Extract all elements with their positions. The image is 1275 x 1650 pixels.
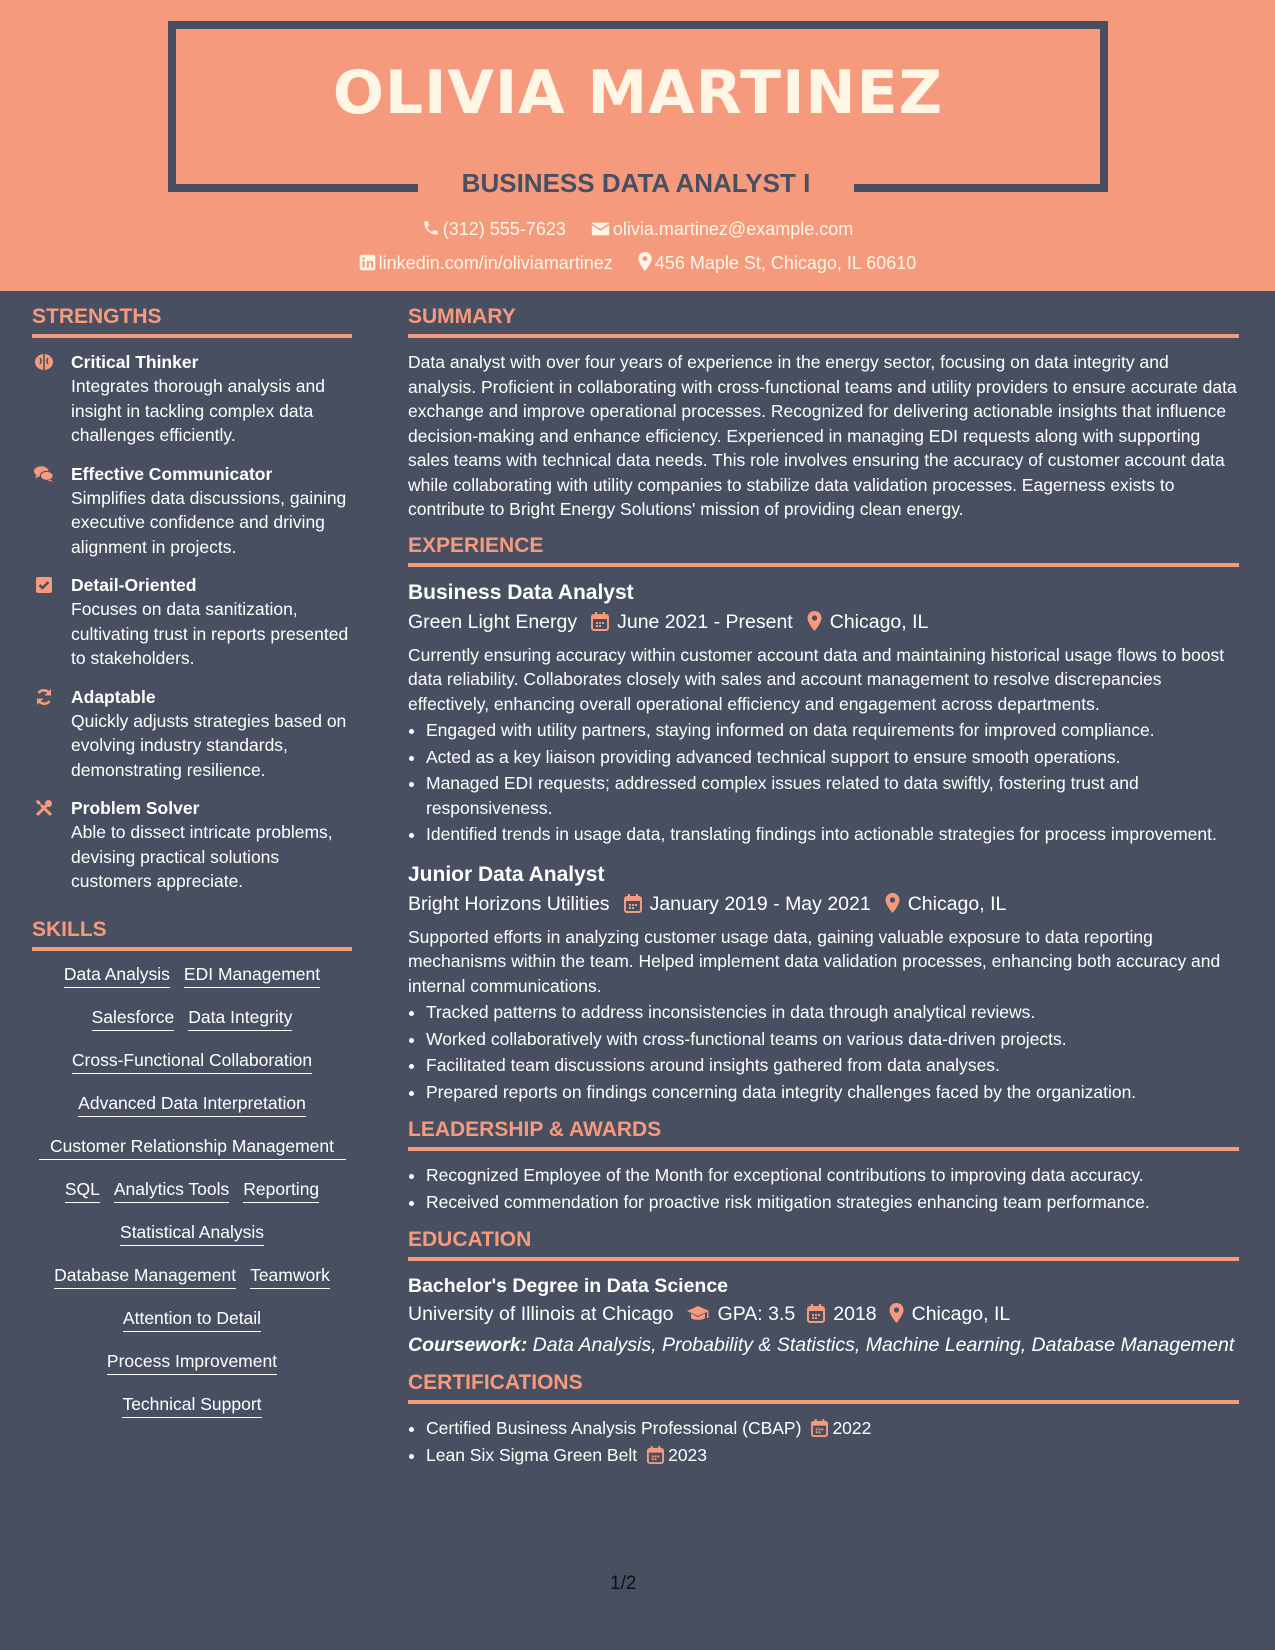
leadership-heading: LEADERSHIP & AWARDS bbox=[408, 1118, 1239, 1151]
certifications-list bbox=[408, 1416, 1239, 1467]
coursework-text: Data Analysis, Probability & Statistics, Machine Learning, Database Management bbox=[532, 1334, 1235, 1356]
envelope-icon bbox=[591, 221, 610, 237]
job-meta bbox=[408, 889, 1239, 919]
contact-row-2 bbox=[0, 252, 1275, 274]
job-title-heading: BUSINESS DATA ANALYST I bbox=[461, 168, 811, 198]
address-contact bbox=[638, 252, 917, 274]
job-company: Bright Horizons Utilities bbox=[408, 892, 610, 915]
skill-tag: Database Management bbox=[54, 1264, 236, 1289]
phone-icon bbox=[422, 219, 440, 237]
job-bullet: • Managed EDI requests; addressed complex issues related to data swiftly, fostering trust and responsiveness. bbox=[426, 771, 1239, 820]
skill-tag: EDI Management bbox=[184, 963, 320, 988]
summary-heading: SUMMARY bbox=[408, 305, 1239, 338]
job-bullets bbox=[408, 1000, 1239, 1104]
school-name: University of Illinois at Chicago bbox=[408, 1303, 674, 1325]
cert-year: 2023 bbox=[668, 1444, 708, 1465]
job-dates: January 2019 - May 2021 bbox=[649, 892, 871, 915]
brain-icon bbox=[34, 352, 54, 372]
job-meta bbox=[408, 607, 1239, 637]
award-item: • Recognized Employee of the Month for exceptional contributions to improving data accuracy. bbox=[426, 1163, 1239, 1188]
header-banner bbox=[0, 0, 1275, 291]
linkedin-icon bbox=[359, 254, 376, 271]
contact-row-1 bbox=[0, 219, 1275, 240]
strength-item bbox=[32, 573, 352, 671]
job-bullet: • Identified trends in usage data, translating findings into actionable strategies for process improvement. bbox=[426, 822, 1239, 847]
map-marker-icon bbox=[807, 611, 822, 631]
phone-text: (312) 555-7623 bbox=[442, 219, 566, 239]
experience-heading: EXPERIENCE bbox=[408, 534, 1239, 567]
strength-desc: Integrates thorough analysis and insight in tackling complex data challenges efficiently. bbox=[71, 376, 325, 445]
strength-desc: Simplifies data discussions, gaining executive confidence and driving alignment in projects. bbox=[71, 487, 347, 557]
right-column bbox=[408, 305, 1239, 1469]
job-bullet: • Engaged with utility partners, staying informed on data requirements for improved compliance. bbox=[426, 718, 1239, 743]
graduation-cap-icon bbox=[686, 1305, 710, 1323]
calendar-icon bbox=[624, 894, 642, 913]
education-meta bbox=[408, 1299, 1239, 1329]
graduation-year: 2018 bbox=[833, 1303, 877, 1325]
gpa-text: GPA: 3.5 bbox=[717, 1303, 796, 1325]
job-bullet: • Facilitated team discussions around insights gathered from data analyses. bbox=[426, 1053, 1239, 1078]
check-square-icon bbox=[34, 575, 54, 595]
skill-tag: Analytics Tools bbox=[114, 1178, 229, 1203]
strength-desc: Quickly adjusts strategies based on evolving industry standards, demonstrating resilience. bbox=[71, 710, 347, 780]
map-marker-icon bbox=[638, 252, 652, 271]
skill-tag: Advanced Data Interpretation bbox=[78, 1092, 306, 1117]
job-company: Green Light Energy bbox=[408, 610, 578, 633]
coursework bbox=[408, 1333, 1239, 1357]
cert-name: Lean Six Sigma Green Belt bbox=[426, 1444, 638, 1465]
strength-desc: Focuses on data sanitization, cultivating trust in reports presented to stakeholders. bbox=[71, 599, 349, 668]
skill-tag: Customer Relationship Management bbox=[39, 1135, 346, 1160]
coursework-label: Coursework: bbox=[408, 1334, 528, 1356]
strength-title: Detail-Oriented bbox=[71, 575, 197, 595]
job-bullets bbox=[408, 718, 1239, 847]
page-number: 1/2 bbox=[610, 1573, 637, 1594]
cert-item bbox=[426, 1443, 1239, 1468]
leadership-list bbox=[408, 1163, 1239, 1214]
map-marker-icon bbox=[885, 893, 900, 913]
address-text: 456 Maple St, Chicago, IL 60610 bbox=[654, 253, 917, 273]
map-marker-icon bbox=[889, 1303, 904, 1323]
job-position: Business Data Analyst bbox=[408, 580, 634, 604]
skill-tag: Statistical Analysis bbox=[120, 1221, 264, 1246]
job-description: Currently ensuring accuracy within customer account data and maintaining historical usage flows to boost data reliability. Collaborates closely with sales and account management to resolve discrepancies effectively, enhancing overall operational efficiency and engagement across departments. bbox=[408, 644, 1225, 714]
job-location: Chicago, IL bbox=[907, 892, 1007, 915]
phone-contact bbox=[422, 219, 566, 240]
skill-tag: Attention to Detail bbox=[123, 1307, 261, 1332]
skill-tag: Technical Support bbox=[122, 1393, 261, 1418]
skill-tag: SQL bbox=[65, 1178, 100, 1203]
job-entry bbox=[408, 861, 1239, 1105]
calendar-icon bbox=[591, 612, 609, 631]
strengths-heading: STRENGTHS bbox=[32, 305, 352, 338]
strength-title: Effective Communicator bbox=[71, 463, 273, 484]
award-item: • Received commendation for proactive risk mitigation strategies enhancing team performance. bbox=[426, 1190, 1239, 1215]
certifications-heading: CERTIFICATIONS bbox=[408, 1371, 1239, 1404]
cert-item bbox=[426, 1416, 1239, 1441]
strength-desc: Able to dissect intricate problems, devising practical solutions customers appreciate. bbox=[71, 822, 333, 891]
job-description: Supported efforts in analyzing customer usage data, gaining valuable exposure to data reporting mechanisms within the team. Helped implement data validation processes, enhancing both accuracy and internal communications. bbox=[408, 926, 1221, 996]
strength-item bbox=[32, 350, 352, 448]
strength-title: Critical Thinker bbox=[71, 352, 199, 372]
school-location: Chicago, IL bbox=[911, 1303, 1011, 1325]
cert-name: Certified Business Analysis Professional (CBAP) bbox=[426, 1418, 802, 1438]
email-text: olivia.martinez@example.com bbox=[612, 219, 854, 239]
strength-title: Problem Solver bbox=[71, 798, 200, 818]
tools-icon bbox=[34, 798, 54, 818]
left-column bbox=[32, 305, 352, 1436]
skill-tag: Salesforce bbox=[92, 1006, 175, 1031]
job-bullet: • Tracked patterns to address inconsistencies in data through analytical reviews. bbox=[426, 1000, 1239, 1025]
degree-title: Bachelor's Degree in Data Science bbox=[408, 1275, 729, 1297]
skill-tag: Data Integrity bbox=[188, 1006, 292, 1031]
skill-tag: Teamwork bbox=[250, 1264, 330, 1289]
strength-item bbox=[32, 796, 352, 894]
email-contact[interactable] bbox=[591, 219, 853, 240]
education-heading: EDUCATION bbox=[408, 1228, 1239, 1261]
comments-icon bbox=[34, 464, 54, 484]
job-position: Junior Data Analyst bbox=[408, 862, 605, 886]
skills-list bbox=[32, 963, 352, 1418]
calendar-icon bbox=[647, 1446, 664, 1464]
skill-tag: Data Analysis bbox=[64, 963, 170, 988]
job-bullet: • Worked collaboratively with cross-functional teams on various data-driven projects. bbox=[426, 1027, 1239, 1052]
calendar-icon bbox=[811, 1419, 828, 1437]
strength-item bbox=[32, 685, 352, 783]
skill-tag: Cross-Functional Collaboration bbox=[72, 1049, 312, 1074]
skill-tag: Process Improvement bbox=[107, 1350, 277, 1375]
summary-text: Data analyst with over four years of experience in the energy sector, focusing on data integrity and analysis. Proficient in collaborating with cross-functional teams and utility providers to ensure accurate data exchange and improve operational processes. Recognized for delivering actionable insights that influence decision-making and enhance efficiency. Experienced in managing EDI requests along with supporting sales teams with technical data needs. This role involves ensuring the accuracy of customer account data while collaborating with utility companies to stabilize data validation processes. Eagerness exists to contribute to Bright Energy Solutions' mission of providing clean energy. bbox=[408, 352, 1237, 519]
cert-year: 2022 bbox=[832, 1418, 872, 1438]
strength-item bbox=[32, 462, 352, 560]
linkedin-contact[interactable] bbox=[359, 253, 613, 274]
sync-icon bbox=[34, 687, 54, 707]
job-location: Chicago, IL bbox=[829, 610, 929, 633]
job-dates: June 2021 - Present bbox=[617, 610, 793, 633]
linkedin-text: linkedin.com/in/oliviamartinez bbox=[378, 253, 613, 273]
calendar-icon bbox=[807, 1304, 825, 1323]
job-bullet: • Acted as a key liaison providing advanced technical support to ensure smooth operations. bbox=[426, 745, 1239, 770]
skills-heading: SKILLS bbox=[32, 918, 352, 951]
job-entry bbox=[408, 579, 1239, 847]
strength-title: Adaptable bbox=[71, 686, 156, 707]
skill-tag: Reporting bbox=[243, 1178, 319, 1203]
candidate-name: OLIVIA MARTINEZ bbox=[332, 58, 944, 128]
job-bullet: • Prepared reports on findings concerning data integrity challenges faced by the organization. bbox=[426, 1080, 1239, 1105]
